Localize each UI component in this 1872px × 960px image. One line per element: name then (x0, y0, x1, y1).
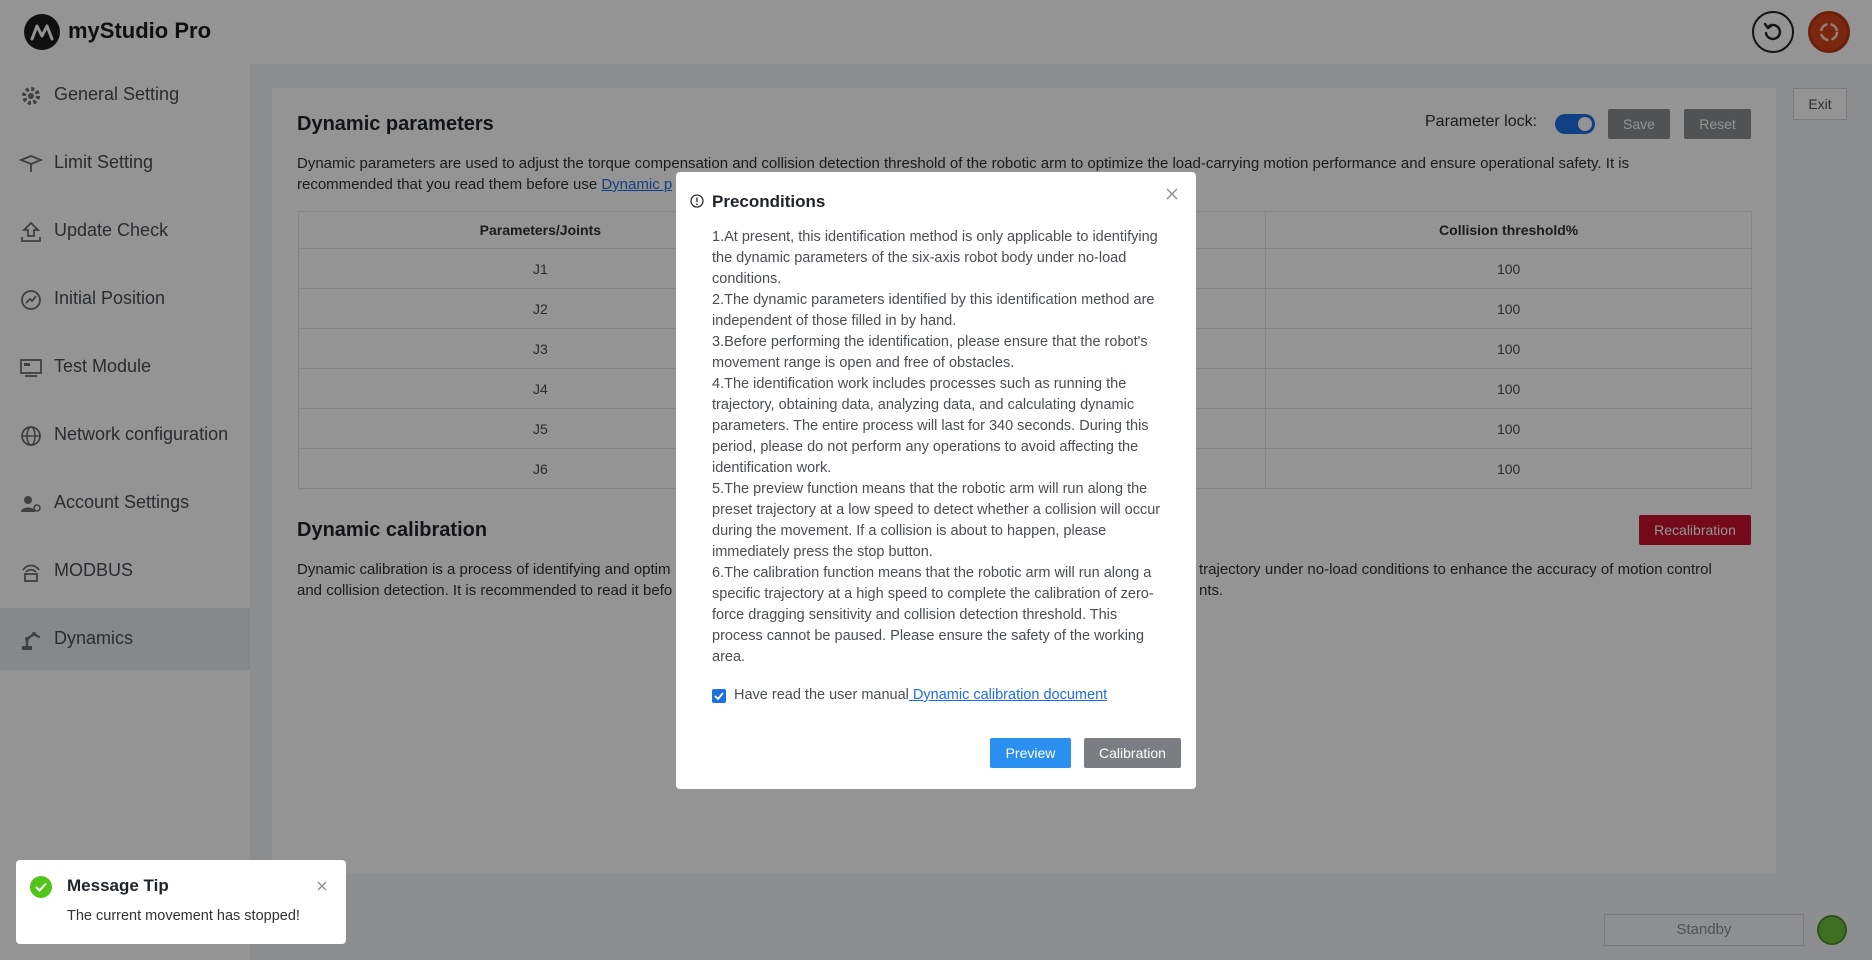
sidebar-item-label: General Setting (54, 84, 180, 104)
joint-cell: J6 (299, 449, 783, 489)
dynamic-calibration-title: Dynamic calibration (297, 519, 488, 541)
info-icon (690, 194, 704, 208)
joint-cell: J1 (299, 249, 783, 289)
reset-button[interactable]: Reset (1684, 109, 1751, 139)
close-icon[interactable] (316, 880, 328, 892)
read-manual-checkbox[interactable] (712, 689, 726, 703)
sidebar-item-label: Initial Position (54, 288, 166, 308)
dialog-body (712, 227, 1162, 668)
threshold-cell[interactable]: 100 (1266, 289, 1752, 329)
sidebar-item-label: Limit Setting (54, 152, 154, 172)
calibration-document-link[interactable]: Dynamic calibration document (908, 687, 1108, 703)
joint-cell: J2 (299, 289, 783, 329)
precondition-item: 3.Before performing the identification, please ensure that the robot's movement range is open and free of obstacles. (712, 334, 1148, 371)
toast-message: The current movement has stopped! (67, 908, 300, 924)
threshold-cell[interactable]: 100 (1266, 369, 1752, 409)
close-icon[interactable] (1164, 186, 1180, 202)
joint-cell: J5 (299, 409, 783, 449)
description-line: nts. (1199, 582, 1224, 599)
column-header: Collision threshold% (1266, 212, 1752, 249)
sidebar-item-label: MODBUS (54, 560, 134, 580)
sidebar-item-label: Update Check (54, 220, 169, 240)
recalibration-button[interactable]: Recalibration (1639, 515, 1751, 545)
agree-text: Have read the user manual (734, 687, 909, 703)
column-header: Parameters/Joints (299, 212, 783, 249)
description-line: Dynamic calibration is a process of identifying and optim (297, 561, 671, 578)
joint-cell: J4 (299, 369, 783, 409)
dialog-title: Preconditions (712, 192, 826, 211)
check-icon (713, 690, 725, 702)
threshold-cell[interactable]: 100 (1266, 249, 1752, 289)
read-manual-label (734, 687, 1107, 703)
sidebar-item-label: Dynamics (54, 628, 134, 648)
joint-cell: J3 (299, 329, 783, 369)
dynamic-parameters-title: Dynamic parameters (297, 113, 494, 135)
preview-button[interactable]: Preview (990, 738, 1071, 768)
parameter-lock-label: Parameter lock: (1425, 113, 1538, 130)
sidebar-item-label: Test Module (54, 356, 152, 376)
precondition-item: 2.The dynamic parameters identified by this identification method are independent of those filled in by hand. (712, 292, 1155, 329)
app-title: myStudio Pro (68, 18, 212, 43)
sidebar-item-label: Network configuration (54, 424, 229, 444)
dynamic-parameters-doc-link[interactable]: Dynamic p (601, 176, 673, 193)
sidebar-item-label: Account Settings (54, 492, 190, 512)
precondition-item: 1.At present, this identification method is only applicable to identifying the dynamic parameters of the six-axis robot body under no-load conditions. (712, 229, 1158, 287)
message-toast (16, 860, 346, 944)
save-button[interactable]: Save (1608, 109, 1670, 139)
preconditions-dialog (676, 172, 1196, 789)
precondition-item: 4.The identification work includes processes such as running the trajectory, obtaining data, analyzing data, and calculating dynamic parameters. The entire process will last for 340 seconds. During this period, please do not perform any operations to avoid affecting the identification work. (712, 376, 1149, 476)
description-text: recommended that you read them before use (297, 176, 602, 193)
toast-title: Message Tip (67, 876, 169, 895)
description-line: Dynamic parameters are used to adjust the torque compensation and collision detection threshold of the robotic arm to optimize the load-carrying motion performance and ensure operational safety. It is (297, 155, 1630, 172)
precondition-item: 5.The preview function means that the robotic arm will run along the preset trajectory at a low speed to detect whether a collision will occur during the movement. If a collision is about to happen, please immediately press the stop button. (712, 481, 1161, 560)
exit-button[interactable]: Exit (1793, 88, 1847, 120)
success-check-icon (30, 876, 52, 898)
description-line: trajectory under no-load conditions to enhance the accuracy of motion control (1199, 561, 1712, 578)
threshold-cell[interactable]: 100 (1266, 409, 1752, 449)
description-line: and collision detection. It is recommended to read it befo (297, 582, 673, 599)
calibration-button[interactable]: Calibration (1084, 738, 1181, 768)
precondition-item: 6.The calibration function means that the robotic arm will run along a specific trajectory at a high speed to complete the calibration of zero-force dragging sensitivity and collision detection threshold. This process cannot be paused. Please ensure the safety of the working area. (712, 565, 1154, 665)
threshold-cell[interactable]: 100 (1266, 449, 1752, 489)
status-standby: Standby (1604, 914, 1804, 946)
threshold-cell[interactable]: 100 (1266, 329, 1752, 369)
